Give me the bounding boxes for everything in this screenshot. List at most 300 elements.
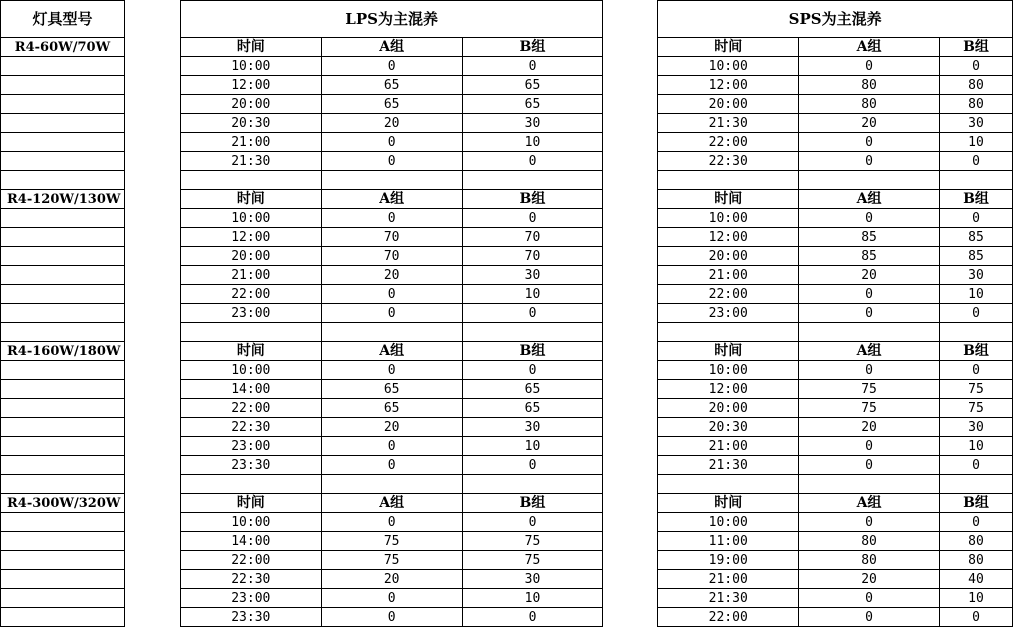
spacer-cell [603,133,658,152]
group-header-row [1,38,1013,57]
model-cell [1,323,125,342]
lps-b-header: B组 [462,38,603,57]
spacer-cell [603,57,658,76]
spacer-cell [603,323,658,342]
sps-b-value: 80 [939,76,1012,95]
spacer-cell [124,494,180,513]
spacer-cell [124,247,180,266]
table-row [1,437,1013,456]
lps-b-value: 10 [462,437,603,456]
table-row [1,532,1013,551]
sps-a-value: 0 [799,361,940,380]
spacer-cell [124,608,180,627]
sps-b-value: 75 [939,399,1012,418]
lps-b-value: 75 [462,551,603,570]
sps-b-value: 10 [939,437,1012,456]
blank-cell [658,171,799,190]
spacer-cell [603,152,658,171]
blank-cell [321,475,462,494]
sps-a-value: 80 [799,95,940,114]
spacer-cell [124,342,180,361]
lps-b-value: 65 [462,95,603,114]
lps-a-value: 65 [321,380,462,399]
sps-a-value: 0 [799,608,940,627]
sps-a-value: 80 [799,76,940,95]
sps-time: 10:00 [658,513,799,532]
model-cell [1,570,125,589]
model-cell [1,475,125,494]
lps-time: 22:00 [180,285,321,304]
spacer-cell [124,456,180,475]
lps-a-value: 20 [321,570,462,589]
spacer-cell [603,38,658,57]
table-row [1,380,1013,399]
sps-a-value: 20 [799,418,940,437]
lps-a-value: 0 [321,152,462,171]
model-cell [1,513,125,532]
sps-time: 12:00 [658,228,799,247]
lps-b-value: 0 [462,209,603,228]
spacer-cell [124,513,180,532]
spacer-cell [124,475,180,494]
lps-time: 21:00 [180,266,321,285]
lps-a-value: 0 [321,437,462,456]
lps-b-value: 30 [462,418,603,437]
lps-a-value: 70 [321,247,462,266]
lps-time-header: 时间 [180,342,321,361]
sps-time: 21:30 [658,456,799,475]
lps-a-value: 65 [321,76,462,95]
table-row [1,209,1013,228]
spacer-cell [124,152,180,171]
lps-time: 22:30 [180,570,321,589]
lps-time: 20:00 [180,95,321,114]
sps-b-header: B组 [939,38,1012,57]
sps-b-value: 10 [939,133,1012,152]
sps-b-value: 30 [939,418,1012,437]
sps-b-value: 30 [939,266,1012,285]
model-cell [1,437,125,456]
sps-a-value: 0 [799,209,940,228]
sps-time: 20:00 [658,95,799,114]
spacer-cell [603,589,658,608]
spacer-cell [603,494,658,513]
table-row [1,266,1013,285]
spacer-cell [603,380,658,399]
lps-a-value: 0 [321,209,462,228]
lps-b-value: 65 [462,399,603,418]
table-row [1,285,1013,304]
table-row [1,114,1013,133]
lps-time-header: 时间 [180,494,321,513]
lps-a-value: 20 [321,266,462,285]
sps-b-header: B组 [939,342,1012,361]
lps-time: 22:30 [180,418,321,437]
model-cell [1,209,125,228]
spacer-cell [603,399,658,418]
sps-b-header: B组 [939,494,1012,513]
lps-b-value: 10 [462,133,603,152]
model-cell [1,456,125,475]
model-cell [1,152,125,171]
spacer-cell [124,190,180,209]
sps-time: 20:00 [658,399,799,418]
spacer-cell [603,532,658,551]
sps-a-value: 0 [799,285,940,304]
lps-a-value: 0 [321,589,462,608]
sps-time: 21:00 [658,266,799,285]
table-row [1,589,1013,608]
spacer-cell [603,608,658,627]
blank-cell [939,323,1012,342]
blank-cell [180,323,321,342]
sps-time: 20:00 [658,247,799,266]
blank-cell [180,171,321,190]
spacer-cell [124,38,180,57]
sps-b-value: 40 [939,570,1012,589]
sps-time: 10:00 [658,361,799,380]
lps-time: 23:00 [180,437,321,456]
model-cell [1,418,125,437]
spacer-cell [124,551,180,570]
sps-time-header: 时间 [658,190,799,209]
sps-time: 21:00 [658,437,799,456]
sps-time: 21:30 [658,114,799,133]
model-cell [1,95,125,114]
spacer-cell [124,304,180,323]
spacer-cell [124,399,180,418]
lps-b-header: B组 [462,190,603,209]
sps-a-value: 0 [799,133,940,152]
spacer-cell [603,76,658,95]
blank-cell [939,171,1012,190]
lps-a-value: 0 [321,361,462,380]
spacer-cell [124,361,180,380]
spacer-cell [124,380,180,399]
sps-b-value: 0 [939,152,1012,171]
spacer-cell [124,285,180,304]
table-row [1,551,1013,570]
sps-a-header: A组 [799,190,940,209]
sps-b-value: 85 [939,247,1012,266]
lps-a-value: 75 [321,551,462,570]
blank-row [1,171,1013,190]
blank-cell [462,323,603,342]
fixture-model: R4-300W/320W [1,494,125,513]
spacer-cell [603,285,658,304]
spacer-cell [603,171,658,190]
lps-time: 23:30 [180,456,321,475]
spacer-cell [603,266,658,285]
lps-a-value: 20 [321,114,462,133]
spacer-cell [603,551,658,570]
sps-time: 21:00 [658,570,799,589]
lps-a-value: 0 [321,513,462,532]
sps-time: 10:00 [658,57,799,76]
sps-a-value: 0 [799,513,940,532]
model-cell [1,380,125,399]
lps-time: 10:00 [180,513,321,532]
table-row [1,456,1013,475]
sps-a-header: A组 [799,494,940,513]
lps-time: 10:00 [180,361,321,380]
lps-a-value: 0 [321,285,462,304]
lps-b-value: 30 [462,570,603,589]
sps-time: 11:00 [658,532,799,551]
sps-time-header: 时间 [658,494,799,513]
lps-a-header: A组 [321,38,462,57]
blank-cell [462,171,603,190]
lps-time: 14:00 [180,380,321,399]
fixture-model: R4-160W/180W [1,342,125,361]
table-row [1,399,1013,418]
table-row [1,57,1013,76]
table-row [1,304,1013,323]
model-cell [1,133,125,152]
sps-b-value: 80 [939,95,1012,114]
spacer-cell [124,133,180,152]
lps-b-value: 0 [462,513,603,532]
spacer-cell [603,114,658,133]
lps-b-value: 0 [462,304,603,323]
spacer-cell [603,190,658,209]
lps-time: 20:30 [180,114,321,133]
spacer-cell [603,304,658,323]
spacer-cell [124,95,180,114]
table-row [1,361,1013,380]
model-column-header: 灯具型号 [1,1,125,38]
spacer-cell [603,513,658,532]
spacer-cell [603,361,658,380]
spacer-cell [124,76,180,95]
model-cell [1,285,125,304]
blank-cell [321,323,462,342]
spacer-cell [603,342,658,361]
lps-a-value: 0 [321,304,462,323]
table-row [1,95,1013,114]
sps-a-value: 0 [799,456,940,475]
lps-a-header: A组 [321,494,462,513]
lps-b-header: B组 [462,342,603,361]
lps-a-value: 0 [321,133,462,152]
spacer-cell [124,418,180,437]
blank-cell [462,475,603,494]
spacer-cell [603,456,658,475]
lps-time: 12:00 [180,228,321,247]
sps-a-value: 85 [799,228,940,247]
blank-cell [799,171,940,190]
lps-b-value: 0 [462,608,603,627]
lps-a-value: 75 [321,532,462,551]
lps-a-value: 0 [321,608,462,627]
sps-time: 20:30 [658,418,799,437]
sps-a-value: 0 [799,437,940,456]
spacer-cell [603,437,658,456]
sps-b-value: 0 [939,57,1012,76]
model-cell [1,532,125,551]
table-row [1,608,1013,627]
sps-b-value: 10 [939,285,1012,304]
spacer-cell [124,171,180,190]
blank-cell [799,475,940,494]
model-cell [1,76,125,95]
table-row [1,133,1013,152]
table-row [1,152,1013,171]
sps-b-value: 0 [939,608,1012,627]
model-cell [1,171,125,190]
lps-time: 12:00 [180,76,321,95]
lps-a-header: A组 [321,342,462,361]
lps-b-value: 30 [462,114,603,133]
sps-a-value: 0 [799,57,940,76]
sps-time-header: 时间 [658,342,799,361]
sps-a-header: A组 [799,342,940,361]
lps-a-value: 0 [321,456,462,475]
sps-a-header: A组 [799,38,940,57]
blank-cell [658,323,799,342]
sps-b-value: 0 [939,209,1012,228]
spacer-cell [603,570,658,589]
spacer-cell [603,209,658,228]
lps-a-value: 70 [321,228,462,247]
sps-a-value: 75 [799,399,940,418]
table-row [1,76,1013,95]
model-cell [1,304,125,323]
group-header-row [1,494,1013,513]
spacer-cell [603,95,658,114]
sps-a-value: 75 [799,380,940,399]
model-cell [1,551,125,570]
model-cell [1,608,125,627]
sps-b-value: 75 [939,380,1012,399]
group-header-row [1,190,1013,209]
lps-time: 22:00 [180,399,321,418]
sps-time: 12:00 [658,380,799,399]
sps-b-value: 85 [939,228,1012,247]
spacer-cell [603,475,658,494]
sps-time-header: 时间 [658,38,799,57]
model-cell [1,114,125,133]
spacer-cell [124,228,180,247]
sps-time: 10:00 [658,209,799,228]
lps-b-header: B组 [462,494,603,513]
blank-cell [658,475,799,494]
lps-time-header: 时间 [180,190,321,209]
sps-b-value: 0 [939,361,1012,380]
group-header-row [1,342,1013,361]
blank-cell [180,475,321,494]
sps-a-value: 80 [799,532,940,551]
lps-b-value: 70 [462,228,603,247]
sps-time: 12:00 [658,76,799,95]
model-cell [1,228,125,247]
lps-a-value: 20 [321,418,462,437]
lps-a-value: 65 [321,95,462,114]
model-cell [1,57,125,76]
lps-b-value: 0 [462,152,603,171]
spacer-cell [124,1,180,38]
table-row [1,228,1013,247]
sps-time: 19:00 [658,551,799,570]
lps-title: LPS为主混养 [180,1,603,38]
sps-a-value: 0 [799,152,940,171]
lps-a-header: A组 [321,190,462,209]
spacer-cell [603,247,658,266]
lps-a-value: 0 [321,57,462,76]
lps-b-value: 0 [462,361,603,380]
sps-time: 22:00 [658,285,799,304]
lps-time-header: 时间 [180,38,321,57]
spacer-cell [124,266,180,285]
sps-time: 22:30 [658,152,799,171]
lps-b-value: 10 [462,589,603,608]
lps-b-value: 0 [462,57,603,76]
blank-cell [321,171,462,190]
spacer-cell [124,437,180,456]
sps-a-value: 80 [799,551,940,570]
sps-title: SPS为主混养 [658,1,1013,38]
sps-a-value: 20 [799,266,940,285]
spacer-cell [124,323,180,342]
lps-time: 21:00 [180,133,321,152]
sps-b-value: 80 [939,551,1012,570]
blank-cell [939,475,1012,494]
lps-b-value: 30 [462,266,603,285]
spacer-cell [124,532,180,551]
lps-time: 23:00 [180,304,321,323]
spacer-cell [124,209,180,228]
lps-time: 10:00 [180,57,321,76]
sps-time: 23:00 [658,304,799,323]
blank-cell [799,323,940,342]
blank-row [1,323,1013,342]
lps-time: 23:00 [180,589,321,608]
lps-time: 14:00 [180,532,321,551]
fixture-model: R4-120W/130W [1,190,125,209]
table-row [1,247,1013,266]
sps-time: 22:00 [658,608,799,627]
lps-b-value: 65 [462,76,603,95]
sps-a-value: 0 [799,589,940,608]
spacer-cell [603,228,658,247]
table-row [1,513,1013,532]
model-cell [1,589,125,608]
sps-a-value: 85 [799,247,940,266]
lps-time: 10:00 [180,209,321,228]
lps-b-value: 75 [462,532,603,551]
spacer-cell [124,114,180,133]
model-cell [1,247,125,266]
spacer-cell [124,589,180,608]
model-cell [1,361,125,380]
lps-a-value: 65 [321,399,462,418]
blank-row [1,475,1013,494]
lps-time: 21:30 [180,152,321,171]
spacer-cell [603,418,658,437]
lps-b-value: 65 [462,380,603,399]
sps-b-value: 0 [939,456,1012,475]
sps-b-value: 0 [939,304,1012,323]
sps-b-value: 30 [939,114,1012,133]
sps-b-value: 0 [939,513,1012,532]
header-row [1,1,1013,38]
sps-a-value: 20 [799,570,940,589]
sps-b-header: B组 [939,190,1012,209]
table-row [1,418,1013,437]
spacer-cell [124,570,180,589]
lps-time: 20:00 [180,247,321,266]
lps-b-value: 0 [462,456,603,475]
